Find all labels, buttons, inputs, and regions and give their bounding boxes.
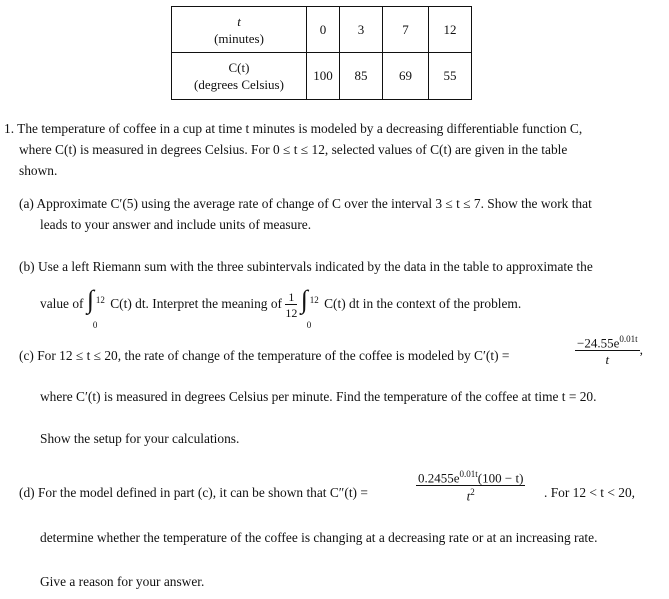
cell-t-3: 12: [429, 7, 472, 53]
intro-line-3: shown.: [19, 163, 58, 178]
part-b-line-1: (b) Use a left Riemann sum with the three subintervals indicated by the data in the table to approximate the: [19, 259, 593, 274]
part-d-frac: [416, 470, 525, 503]
cell-c-2: 69: [383, 53, 429, 100]
part-b-line-2: [40, 284, 522, 330]
cell-c-1: 85: [340, 53, 383, 100]
part-d-frac-den-exp: 2: [470, 487, 475, 498]
part-c-fraction: [575, 335, 643, 366]
header-t-unit: (minutes): [214, 30, 264, 46]
integral-sign-2: ∫ 12 0: [301, 291, 321, 319]
part-c-frac-exp: 0.01t: [619, 334, 638, 344]
part-a-line-2: leads to your answer and include units of measure.: [40, 217, 312, 232]
part-d-fraction: [416, 470, 525, 503]
part-d-line-1-end: . For 12 < t < 20,: [544, 485, 635, 500]
part-b-text-b: C(t) dt. Interpret the meaning of: [110, 296, 283, 311]
header-c-unit: (degrees Celsius): [194, 77, 284, 92]
fraction-one-twelfth: [285, 291, 297, 319]
table-row-t: [172, 7, 472, 53]
integral-1-upper: 12: [95, 294, 105, 305]
table-row-c: [172, 53, 472, 100]
cell-t-0: 0: [307, 7, 340, 53]
part-d-line-1: (d) For the model defined in part (c), it can be shown that C″(t) =: [19, 485, 368, 500]
part-c-frac: [575, 335, 640, 366]
fraction-one-twelfth-num: 1: [285, 291, 297, 305]
header-t: [172, 7, 307, 53]
fraction-one-twelfth-den: 12: [285, 305, 298, 320]
integral-2-upper: 12: [309, 294, 319, 305]
part-b-text-c: C(t) dt in the context of the problem.: [324, 296, 522, 311]
integral-2-lower: 0: [306, 319, 312, 330]
header-t-symbol: t: [237, 13, 241, 29]
part-d-line-3: Give a reason for your answer.: [40, 574, 205, 589]
part-a-line-1: (a) Approximate C′(5) using the average rate of change of C over the interval 3 ≤ t ≤ 7. Show the work that: [19, 196, 592, 211]
cell-t-1: 3: [340, 7, 383, 53]
part-d-frac-den-t: t: [466, 488, 471, 504]
header-c-symbol: C(t): [228, 60, 250, 75]
intro-line-2: where C(t) is measured in degrees Celsius. For 0 ≤ t ≤ 12, selected values of C(t) are given in the table: [19, 142, 568, 157]
header-c: [172, 53, 307, 100]
part-c-line-2: where C′(t) is measured in degrees Celsius per minute. Find the temperature of the coffee at time t = 20.: [40, 389, 597, 404]
integral-sign-1: ∫ 12 0: [87, 291, 107, 319]
part-c-line-1: (c) For 12 ≤ t ≤ 20, the rate of change of the temperature of the coffee is modeled by C′(t) =: [19, 348, 510, 363]
part-d-frac-num-a: 0.2455e: [418, 470, 460, 486]
part-c-frac-den: t: [605, 352, 610, 368]
part-d-line-2: determine whether the temperature of the coffee is changing at a decreasing rate or at an increasing rate.: [40, 530, 598, 545]
part-c-frac-num: [575, 335, 640, 351]
part-d-frac-den: [416, 486, 525, 502]
part-c-line-3: Show the setup for your calculations.: [40, 431, 240, 446]
integral-1-lower: 0: [92, 319, 98, 330]
cell-c-3: 55: [429, 53, 472, 100]
part-b-text-a: value of: [40, 296, 84, 311]
part-d-frac-exp: 0.01t: [459, 469, 478, 479]
intro-line-1: 1. The temperature of coffee in a cup at time t minutes is modeled by a decreasing differentiable function C,: [4, 121, 583, 136]
part-d-frac-num-b: (100 − t): [477, 470, 524, 486]
data-table: [171, 6, 472, 100]
part-c-comma: ,: [639, 341, 643, 357]
part-c-frac-num-text: −24.55e: [577, 335, 620, 351]
cell-c-0: 100: [307, 53, 340, 100]
cell-t-2: 7: [383, 7, 429, 53]
part-d-frac-num: [416, 470, 525, 486]
